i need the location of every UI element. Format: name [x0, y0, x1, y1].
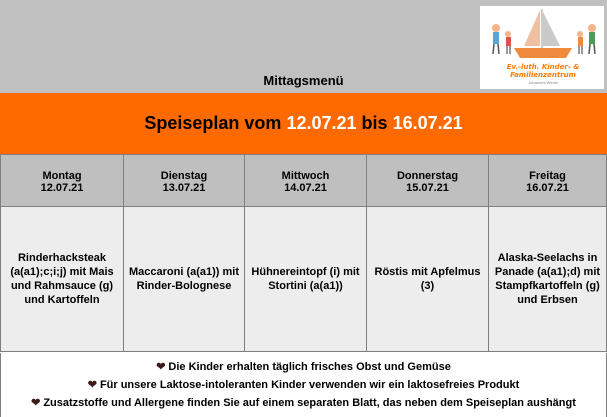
day-date: 12.07.21	[40, 182, 84, 194]
meal-text: Rinderhacksteak (a(a1);c;i;j) mit Mais und Rahmsauce (g) und Kartoffeln	[10, 252, 114, 306]
heart-icon: ❤	[87, 379, 97, 391]
banner-prefix: Speiseplan vom	[144, 113, 282, 133]
banner-date-from: 12.07.21	[286, 113, 357, 133]
day-name: Freitag	[529, 170, 566, 182]
day-name: Mittwoch	[281, 170, 330, 182]
note-text: Für unsere Laktose-intoleranten Kinder verwenden wir ein laktosefreies Produkt	[99, 379, 520, 391]
meal-cell-donnerstag	[367, 206, 489, 352]
banner-text	[0, 113, 607, 134]
day-date: 13.07.21	[162, 182, 206, 194]
day-name: Donnerstag	[396, 170, 459, 182]
day-name: Montag	[42, 170, 82, 182]
logo-subtitle: Johannes Wedel	[528, 80, 558, 85]
header-bar	[0, 0, 607, 93]
heart-icon: ❤	[156, 361, 166, 373]
banner-date-to: 16.07.21	[392, 113, 463, 133]
note-allergens	[1, 396, 606, 409]
day-date: 16.07.21	[526, 182, 569, 194]
note-lactose	[1, 378, 606, 391]
day-name: Dienstag	[160, 170, 208, 182]
notes-section	[0, 353, 607, 417]
note-fruit	[1, 360, 606, 373]
day-header-donnerstag	[367, 154, 489, 206]
logo-name: Ev.-luth. Kinder- & Familienzentrum	[506, 63, 580, 79]
meal-text: Hühnereintopf (i) mit Stortini (a(a1))	[251, 266, 360, 292]
meal-text: Maccaroni (a(a1)) mit Rinder-Bolognese	[128, 266, 240, 292]
meal-text: Alaska-Seelachs in Panade (a(a1);d) mit Stampfkartoffeln (g) und Erbsen	[494, 252, 601, 306]
day-header-mittwoch	[245, 154, 367, 206]
meal-cell-freitag	[489, 206, 607, 352]
day-header-freitag	[489, 154, 607, 206]
day-date: 15.07.21	[406, 182, 449, 194]
note-text: Zusatzstoffe und Allergene finden Sie auf einem separaten Blatt, das neben dem Speiseplan aushängt	[43, 397, 576, 409]
meal-cell-dienstag	[124, 206, 245, 352]
day-date: 14.07.21	[284, 182, 327, 194]
page-title: Mittagsmenü	[263, 73, 344, 88]
banner-mid: bis	[361, 113, 388, 133]
note-text: Die Kinder erhalten täglich frisches Obst und Gemüse	[168, 361, 451, 373]
meal-text: Röstis mit Apfelmus (3)	[374, 266, 481, 292]
meal-cell-montag	[0, 206, 124, 352]
meal-cell-mittwoch	[245, 206, 367, 352]
day-header-dienstag	[124, 154, 245, 206]
week-banner	[0, 93, 607, 154]
boat-family-logo-icon	[480, 6, 604, 66]
day-header-montag	[0, 154, 124, 206]
heart-icon: ❤	[31, 397, 41, 409]
